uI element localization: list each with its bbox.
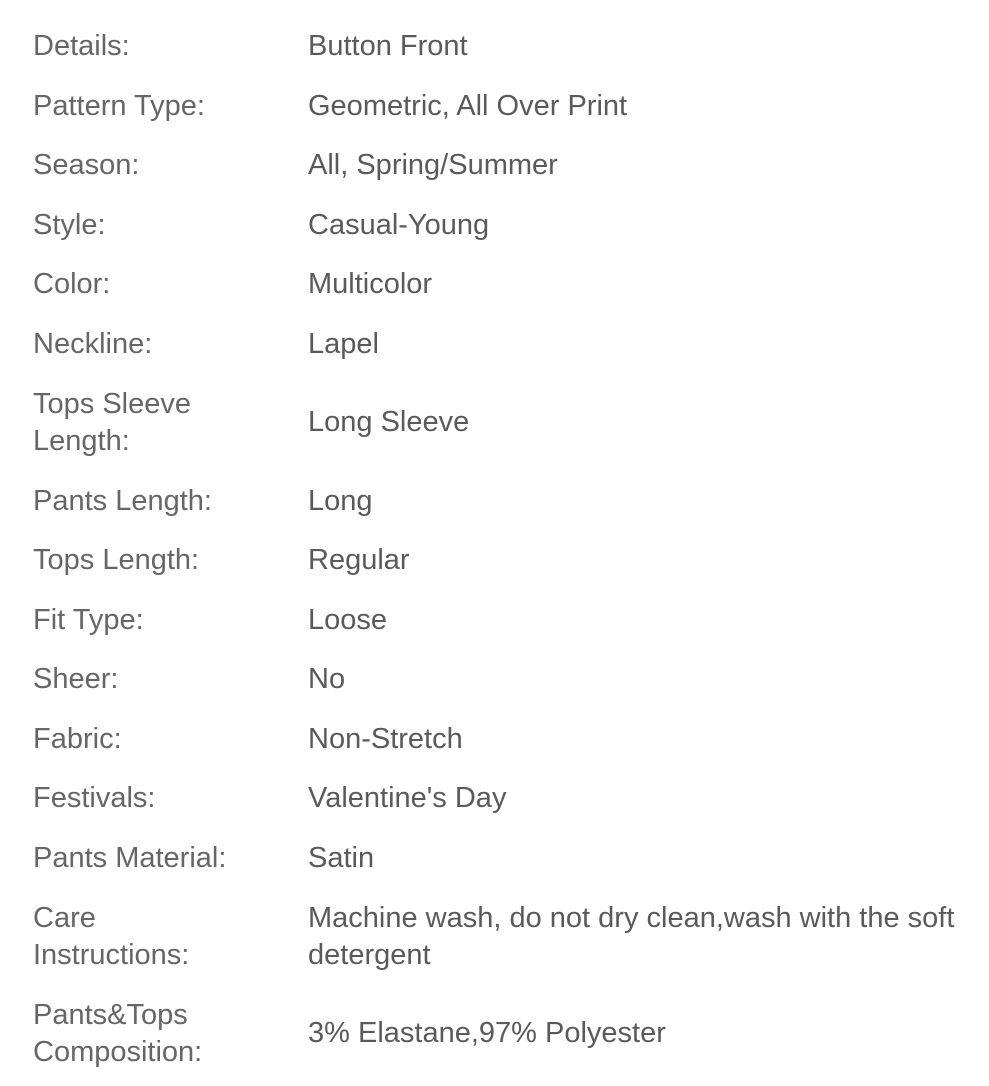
spec-value: 3% Elastane,97% Polyester <box>308 1017 666 1049</box>
spec-row-neckline <box>0 315 989 375</box>
spec-row-sheer <box>0 650 989 710</box>
spec-row-details <box>0 17 989 77</box>
spec-row-season <box>0 136 989 196</box>
spec-value: No <box>308 663 346 695</box>
spec-label: Details: <box>33 30 130 62</box>
spec-row-pants-tops-composition <box>0 995 989 1073</box>
spec-value: Long Sleeve <box>308 406 470 438</box>
spec-row-style <box>0 196 989 256</box>
spec-value: Long <box>308 485 373 517</box>
spec-value: Casual-Young <box>308 209 490 241</box>
spec-row-fit-type <box>0 591 989 651</box>
spec-label: Fabric: <box>33 723 122 755</box>
spec-value: Machine wash, do not dry clean,wash with the soft detergent <box>308 902 955 971</box>
spec-label: Style: <box>33 209 106 241</box>
spec-row-tops-length <box>0 531 989 591</box>
spec-label: Color: <box>33 268 111 300</box>
spec-label: Fit Type: <box>33 604 144 636</box>
spec-row-care-instructions <box>0 898 989 976</box>
spec-value: Regular <box>308 544 410 576</box>
spec-label: Pattern Type: <box>33 90 205 122</box>
spec-value: Satin <box>308 842 375 874</box>
spec-label: Neckline: <box>33 328 153 360</box>
spec-label: Care Instructions: <box>33 902 190 971</box>
spec-label: Pants Material: <box>33 842 227 874</box>
spec-row-tops-sleeve-length <box>0 384 989 462</box>
spec-value: Button Front <box>308 30 468 62</box>
spec-label: Sheer: <box>33 663 119 695</box>
spec-row-pattern-type <box>0 77 989 137</box>
spec-row-fabric <box>0 710 989 770</box>
spec-label: Pants&Tops Composition: <box>33 999 203 1068</box>
spec-value: Loose <box>308 604 388 636</box>
spec-label: Tops Sleeve Length: <box>33 388 191 457</box>
spec-value: Geometric, All Over Print <box>308 90 628 122</box>
spec-value: All, Spring/Summer <box>308 149 558 181</box>
spec-label: Season: <box>33 149 140 181</box>
spec-label: Festivals: <box>33 782 156 814</box>
spec-label: Tops Length: <box>33 544 200 576</box>
spec-row-festivals <box>0 769 989 829</box>
spec-label: Pants Length: <box>33 485 212 517</box>
spec-row-color <box>0 255 989 315</box>
spec-value: Non-Stretch <box>308 723 463 755</box>
spec-value: Valentine's Day <box>308 782 507 814</box>
spec-value: Multicolor <box>308 268 433 300</box>
spec-row-pants-material <box>0 829 989 889</box>
spec-row-pants-length <box>0 472 989 532</box>
spec-value: Lapel <box>308 328 379 360</box>
